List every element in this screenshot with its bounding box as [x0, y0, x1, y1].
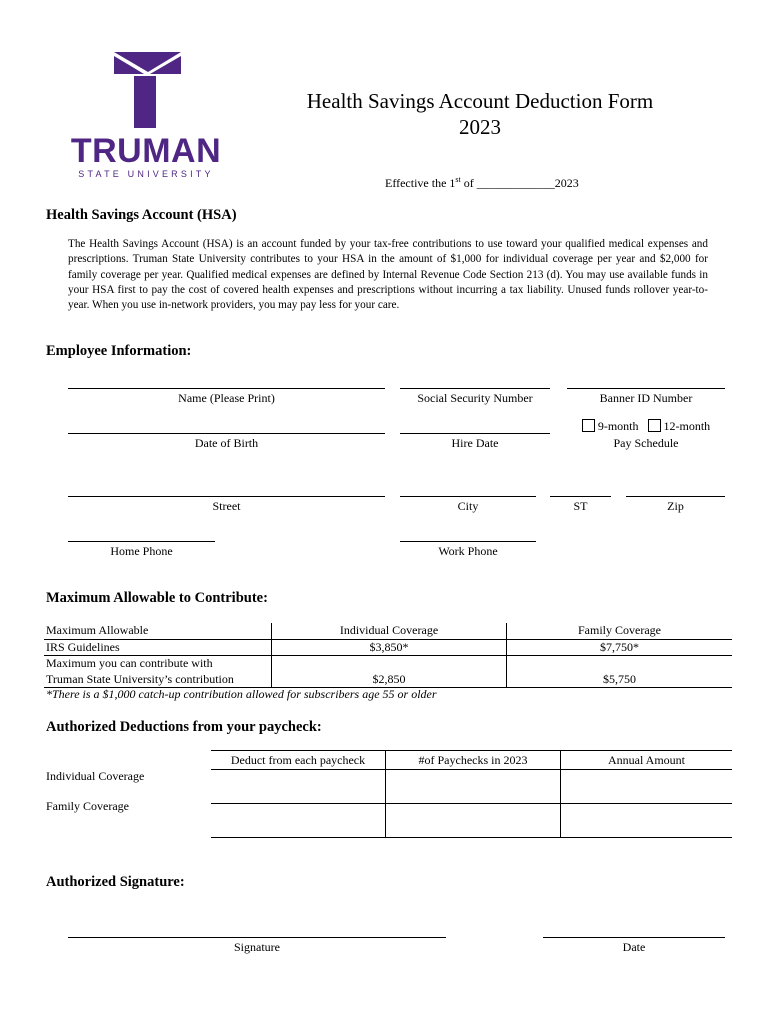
street-field[interactable] — [68, 496, 385, 497]
individual-coverage-row-label: Individual Coverage — [46, 769, 145, 783]
name-label: Name (Please Print) — [178, 391, 275, 405]
pay-schedule-label: Pay Schedule — [613, 436, 679, 450]
annual-amount-header: Annual Amount — [561, 751, 733, 770]
form-title-year: 2023 — [459, 115, 501, 139]
max-col1-header: Maximum Allowable — [44, 623, 272, 639]
date-field[interactable] — [543, 937, 725, 938]
ssn-field[interactable] — [400, 388, 550, 389]
deductions-table — [211, 750, 732, 838]
deduct-per-paycheck-header: Deduct from each paycheck — [211, 751, 386, 770]
table-row — [211, 770, 732, 804]
signature-heading: Authorized Signature: — [46, 874, 185, 890]
truman-t-mark-icon — [66, 50, 226, 182]
hsa-heading: Health Savings Account (HSA) — [46, 207, 237, 223]
effective-prefix: Effective the 1 — [385, 176, 456, 190]
nine-month-label: 9-month — [597, 419, 639, 433]
twelve-month-label: 12-month — [663, 419, 711, 433]
signature-label: Signature — [234, 940, 280, 954]
table-row — [211, 804, 732, 838]
employee-info-heading: Employee Information: — [46, 343, 192, 359]
family-deduct-cell[interactable] — [211, 804, 386, 838]
max-col2-header: Individual Coverage — [272, 623, 507, 639]
dob-field[interactable] — [68, 433, 385, 434]
nine-month-checkbox[interactable] — [582, 419, 595, 432]
table-row — [44, 639, 732, 656]
hire-date-label: Hire Date — [451, 436, 499, 450]
irs-guidelines-label: IRS Guidelines — [44, 639, 272, 656]
family-coverage-row-label: Family Coverage — [46, 799, 129, 813]
family-paychecks-cell[interactable] — [386, 804, 561, 838]
deductions-heading: Authorized Deductions from your paycheck: — [46, 719, 322, 735]
max-contribute-label-line1: Maximum you can contribute with — [46, 656, 213, 670]
effective-sup: st — [455, 175, 461, 184]
name-field[interactable] — [68, 388, 385, 389]
twelve-month-checkbox[interactable] — [648, 419, 661, 432]
table-row — [44, 656, 732, 688]
zip-field[interactable] — [626, 496, 725, 497]
effective-date-line — [385, 175, 579, 191]
hsa-description: The Health Savings Account (HSA) is an account funded by your tax-free contributions to use toward your qualified medical expenses and prescriptions. Truman State University contributes to your HSA in the amount of $1,000 for individual coverage per year and $2,000 for family coverage per year. Qualified medical expenses are defined by Internal Revenue Code Section 213 (d). You may use available funds in your HSA first to pay the cost of covered health expenses and prescriptions without incurring a tax liability. Unused funds rollover year-to-year. When you use in-network providers, you may pay less for your care. — [68, 238, 708, 312]
max-contribute-label-line2: Truman State University’s contribution — [46, 671, 234, 686]
individual-deduct-cell[interactable] — [211, 770, 386, 804]
irs-individual-value: $3,850* — [272, 639, 507, 656]
home-phone-label: Home Phone — [110, 544, 173, 558]
individual-annual-cell[interactable] — [561, 770, 733, 804]
effective-suffix[interactable]: of _____________2023 — [460, 176, 579, 190]
zip-label: Zip — [667, 499, 684, 513]
truman-logo — [66, 50, 226, 182]
state-field[interactable] — [550, 496, 611, 497]
max-col3-header: Family Coverage — [507, 623, 733, 639]
catch-up-note: *There is a $1,000 catch-up contribution allowed for subscribers age 55 or older — [46, 687, 437, 701]
max-individual-value: $2,850 — [272, 656, 507, 688]
form-title — [260, 88, 700, 140]
paychecks-count-header: #of Paychecks in 2023 — [386, 751, 561, 770]
irs-family-value: $7,750* — [507, 639, 733, 656]
family-annual-cell[interactable] — [561, 804, 733, 838]
logo-subtitle: STATE UNIVERSITY — [78, 169, 214, 179]
signature-field[interactable] — [68, 937, 446, 938]
banner-id-label: Banner ID Number — [599, 391, 693, 405]
city-field[interactable] — [400, 496, 536, 497]
hire-date-field[interactable] — [400, 433, 550, 434]
max-family-value: $5,750 — [507, 656, 733, 688]
date-label: Date — [622, 940, 646, 954]
work-phone-label: Work Phone — [438, 544, 498, 558]
ssn-label: Social Security Number — [417, 391, 533, 405]
maximum-heading: Maximum Allowable to Contribute: — [46, 590, 268, 606]
individual-paychecks-cell[interactable] — [386, 770, 561, 804]
state-label: ST — [573, 499, 588, 513]
street-label: Street — [212, 499, 241, 513]
logo-wordmark: TRUMAN — [70, 132, 222, 170]
table-row — [44, 623, 732, 639]
home-phone-field[interactable] — [68, 541, 215, 542]
maximum-table — [44, 623, 732, 688]
pay-schedule-options — [567, 419, 725, 434]
form-title-line1: Health Savings Account Deduction Form — [306, 89, 654, 113]
banner-id-field[interactable] — [567, 388, 725, 389]
table-row — [211, 751, 732, 770]
dob-label: Date of Birth — [194, 436, 259, 450]
work-phone-field[interactable] — [400, 541, 536, 542]
city-label: City — [457, 499, 479, 513]
max-contribute-label — [44, 656, 272, 688]
